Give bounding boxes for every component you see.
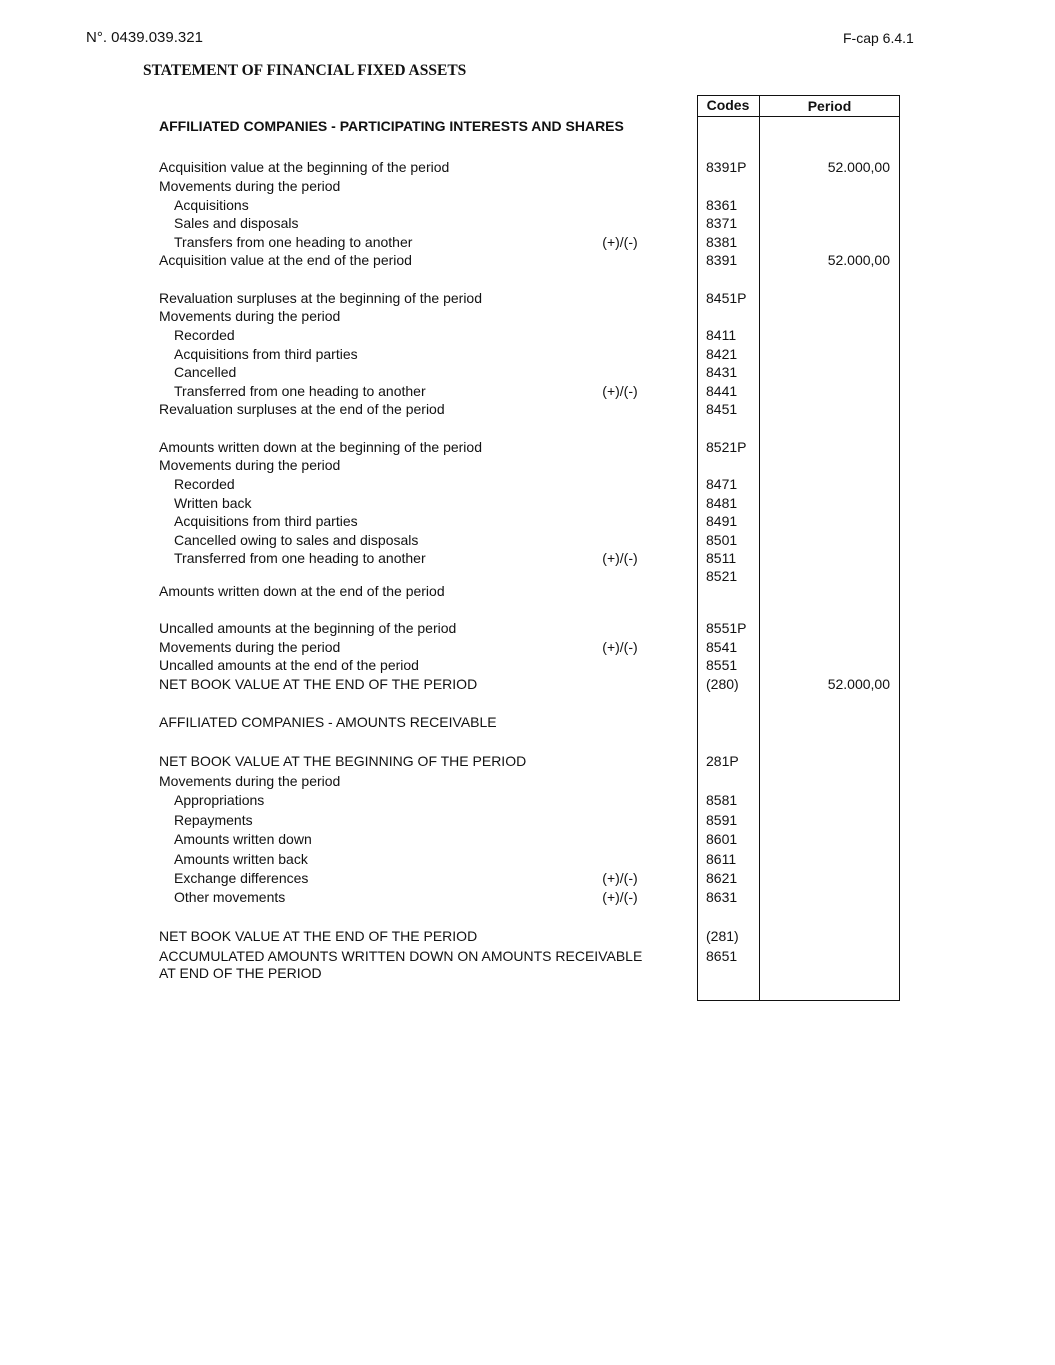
row-code: 8451P: [706, 290, 747, 306]
row-label: Other movements: [174, 889, 286, 905]
row-label: Repayments: [174, 812, 253, 828]
sign-indicator: (+)/(-): [602, 639, 638, 655]
row-label: Movements during the period: [159, 773, 341, 789]
row-label: Acquisitions from third parties: [174, 513, 358, 529]
row-label: NET BOOK VALUE AT THE BEGINNING OF THE PERIOD: [159, 753, 527, 769]
row-code: 8511: [706, 550, 737, 566]
row-code: 8651: [706, 948, 738, 964]
row-label: Revaluation surpluses at the beginning of the period: [159, 290, 482, 306]
row-code: 8611: [706, 851, 737, 867]
row-label: Recorded: [174, 327, 235, 343]
row-code: 8541: [706, 639, 738, 655]
row-label: NET BOOK VALUE AT THE END OF THE PERIOD: [159, 928, 478, 944]
row-label: Transfers from one heading to another: [174, 234, 413, 250]
company-number: N°. 0439.039.321: [86, 29, 203, 46]
row-code: 8421: [706, 346, 738, 362]
row-code: 8391P: [706, 159, 747, 175]
row-label: Amounts written down at the beginning of the period: [159, 439, 482, 455]
row-label: Acquisitions from third parties: [174, 346, 358, 362]
row-code: 8441: [706, 383, 738, 399]
row-label: ACCUMULATED AMOUNTS WRITTEN DOWN ON AMOUNTS RECEIVABLE: [159, 948, 643, 964]
row-label: NET BOOK VALUE AT THE END OF THE PERIOD: [159, 676, 478, 692]
row-label: Cancelled: [174, 364, 237, 380]
row-label: AFFILIATED COMPANIES - AMOUNTS RECEIVABLE: [159, 714, 497, 730]
row-label: Transferred from one heading to another: [174, 383, 426, 399]
sign-indicator: (+)/(-): [602, 383, 638, 399]
row-code: 8521P: [706, 439, 747, 455]
row-label: Acquisition value at the beginning of the period: [159, 159, 450, 175]
row-label: AT END OF THE PERIOD: [159, 965, 322, 981]
header-divider: [697, 116, 900, 117]
row-code: 8581: [706, 792, 738, 808]
row-label: Recorded: [174, 476, 235, 492]
sign-indicator: (+)/(-): [602, 889, 638, 905]
row-code: 8431: [706, 364, 738, 380]
row-code: 8501: [706, 532, 738, 548]
row-code: 8391: [706, 252, 738, 268]
row-label: Uncalled amounts at the beginning of the period: [159, 620, 457, 636]
row-code: 8521: [706, 568, 738, 584]
column-divider: [759, 95, 760, 1001]
row-value: 52.000,00: [827, 676, 890, 692]
form-reference: F-cap 6.4.1: [843, 30, 914, 46]
row-code: 281P: [706, 753, 739, 769]
sign-indicator: (+)/(-): [602, 870, 638, 886]
sign-indicator: (+)/(-): [602, 234, 638, 250]
row-code: 8591: [706, 812, 738, 828]
row-code: 8551: [706, 657, 738, 673]
row-label: Amounts written down at the end of the period: [159, 583, 445, 599]
row-label: Amounts written back: [174, 851, 308, 867]
row-label: Movements during the period: [159, 639, 341, 655]
row-code: 8381: [706, 234, 738, 250]
row-label: Acquisition value at the end of the period: [159, 252, 412, 268]
row-code: 8471: [706, 476, 738, 492]
row-label: Revaluation surpluses at the end of the period: [159, 401, 445, 417]
page-title: STATEMENT OF FINANCIAL FIXED ASSETS: [143, 62, 467, 79]
row-label: Acquisitions: [174, 197, 249, 213]
section-heading: AFFILIATED COMPANIES - PARTICIPATING INTERESTS AND SHARES: [159, 118, 624, 134]
row-code: 8601: [706, 831, 738, 847]
row-label: Appropriations: [174, 792, 265, 808]
row-label: Transferred from one heading to another: [174, 550, 426, 566]
row-label: Cancelled owing to sales and disposals: [174, 532, 419, 548]
row-label: Sales and disposals: [174, 215, 299, 231]
sign-indicator: (+)/(-): [602, 550, 638, 566]
column-header-period: Period: [807, 98, 852, 114]
row-label: Movements during the period: [159, 178, 341, 194]
row-code: 8371: [706, 215, 738, 231]
row-label: Amounts written down: [174, 831, 312, 847]
row-code: 8491: [706, 513, 738, 529]
row-code: 8361: [706, 197, 738, 213]
row-label: Written back: [174, 495, 252, 511]
row-code: 8621: [706, 870, 738, 886]
row-code: 8411: [706, 327, 737, 343]
row-code: 8631: [706, 889, 738, 905]
row-code: 8451: [706, 401, 738, 417]
row-label: Exchange differences: [174, 870, 309, 886]
row-code: (281): [706, 928, 739, 944]
row-code: (280): [706, 676, 739, 692]
row-label: Movements during the period: [159, 308, 341, 324]
column-header-codes: Codes: [706, 97, 750, 113]
row-code: 8481: [706, 495, 738, 511]
row-code: 8551P: [706, 620, 747, 636]
row-value: 52.000,00: [827, 252, 890, 268]
row-label: Uncalled amounts at the end of the period: [159, 657, 419, 673]
row-value: 52.000,00: [827, 159, 890, 175]
row-label: Movements during the period: [159, 457, 341, 473]
